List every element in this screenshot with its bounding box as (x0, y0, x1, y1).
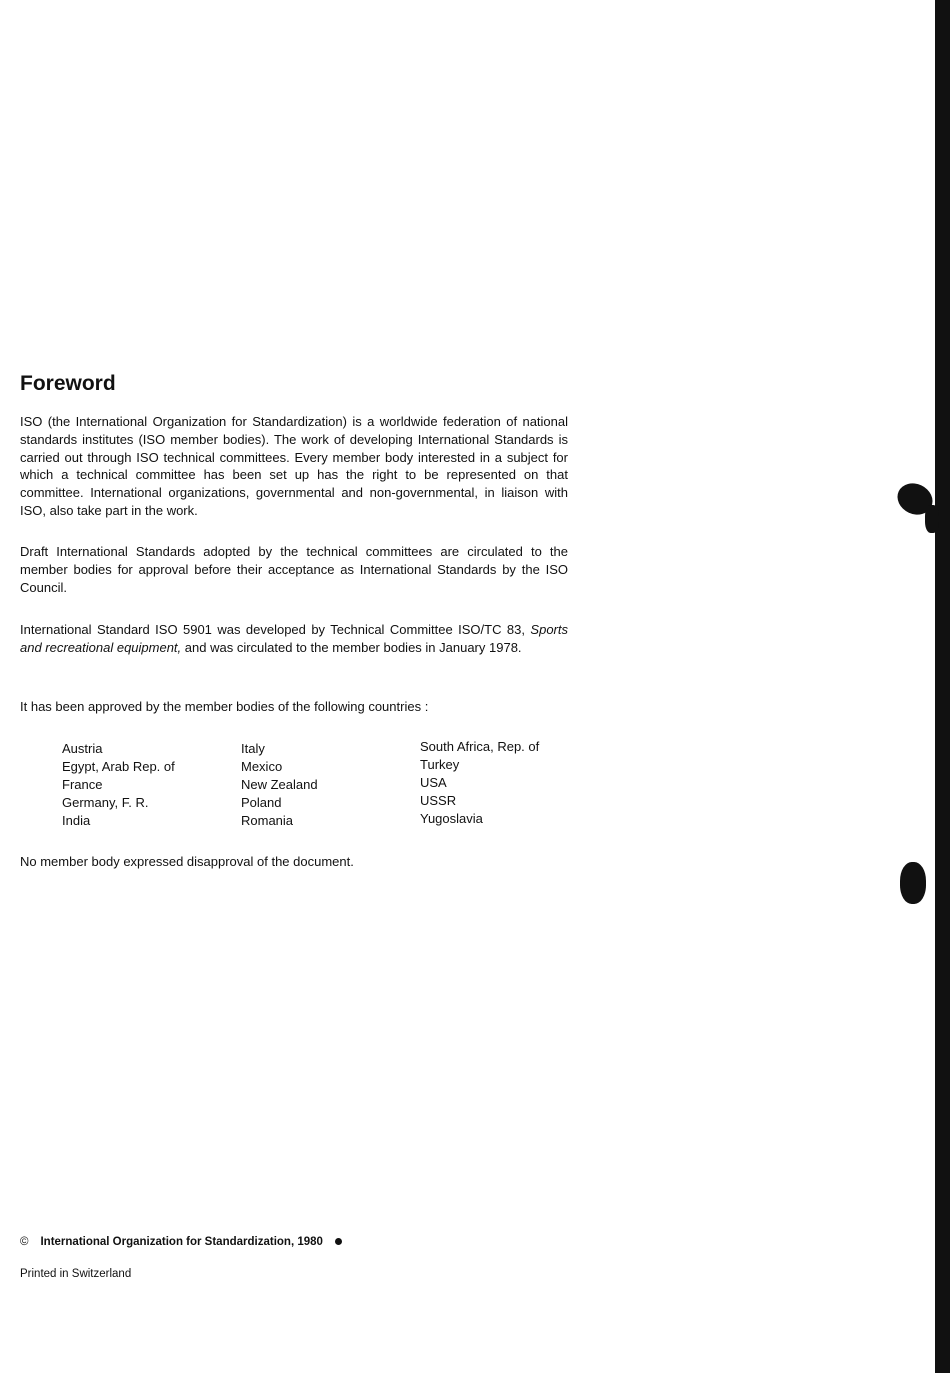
country: New Zealand (241, 777, 318, 792)
punch-hole (925, 505, 939, 533)
paragraph-draft-standards: Draft International Standards adopted by the technical committees are circulated to the member bodies for approval before their acceptance as International Standards by the ISO Council. (20, 544, 568, 595)
disapproval-note: No member body expressed disapproval of the document. (20, 854, 354, 869)
printed-location: Printed in Switzerland (20, 1268, 132, 1280)
country: Turkey (420, 757, 460, 772)
country: France (62, 777, 103, 792)
paragraph-standard-origin (20, 621, 568, 657)
paragraph-iso-intro: ISO (the International Organization for Standardization) is a worldwide federation of national standards institutes (ISO member bodies). The work of developing International Standards is carried out through ISO technical committees. Every member body interested in a subject for which a technical committee has been set up has the right to be represented on that committee. International organizations, governmental and non-governmental, in liaison with ISO, also take part in the work. (20, 414, 568, 518)
country: Yugoslavia (420, 811, 483, 826)
bullet-icon (335, 1238, 342, 1245)
committee-name: Sports and recreational equipment, (20, 622, 568, 655)
standard-text: International Standard ISO 5901 was developed by Technical Committee ISO/TC 83, (20, 622, 531, 637)
copyright-symbol: © (20, 1236, 29, 1248)
scan-edge (935, 0, 950, 1373)
copyright-text: International Organization for Standardization, 1980 (40, 1236, 323, 1248)
country: Poland (241, 795, 282, 810)
country: Italy (241, 741, 265, 756)
country: South Africa, Rep. of (420, 739, 540, 754)
page-title: Foreword (20, 372, 116, 395)
country-column (241, 740, 318, 830)
country-column (420, 738, 539, 828)
country-column (62, 740, 175, 830)
country: India (62, 813, 91, 828)
copyright-line (20, 1236, 342, 1248)
standard-text-end: and was circulated to the member bodies in January 1978. (181, 639, 522, 655)
punch-hole (900, 862, 926, 904)
country: USA (420, 775, 447, 790)
country: USSR (420, 793, 457, 808)
country: Austria (62, 741, 103, 756)
country: Romania (241, 813, 294, 828)
approval-intro: It has been approved by the member bodies of the following countries : (20, 699, 429, 714)
country: Egypt, Arab Rep. of (62, 759, 175, 774)
country: Germany, F. R. (62, 795, 149, 810)
country: Mexico (241, 759, 283, 774)
